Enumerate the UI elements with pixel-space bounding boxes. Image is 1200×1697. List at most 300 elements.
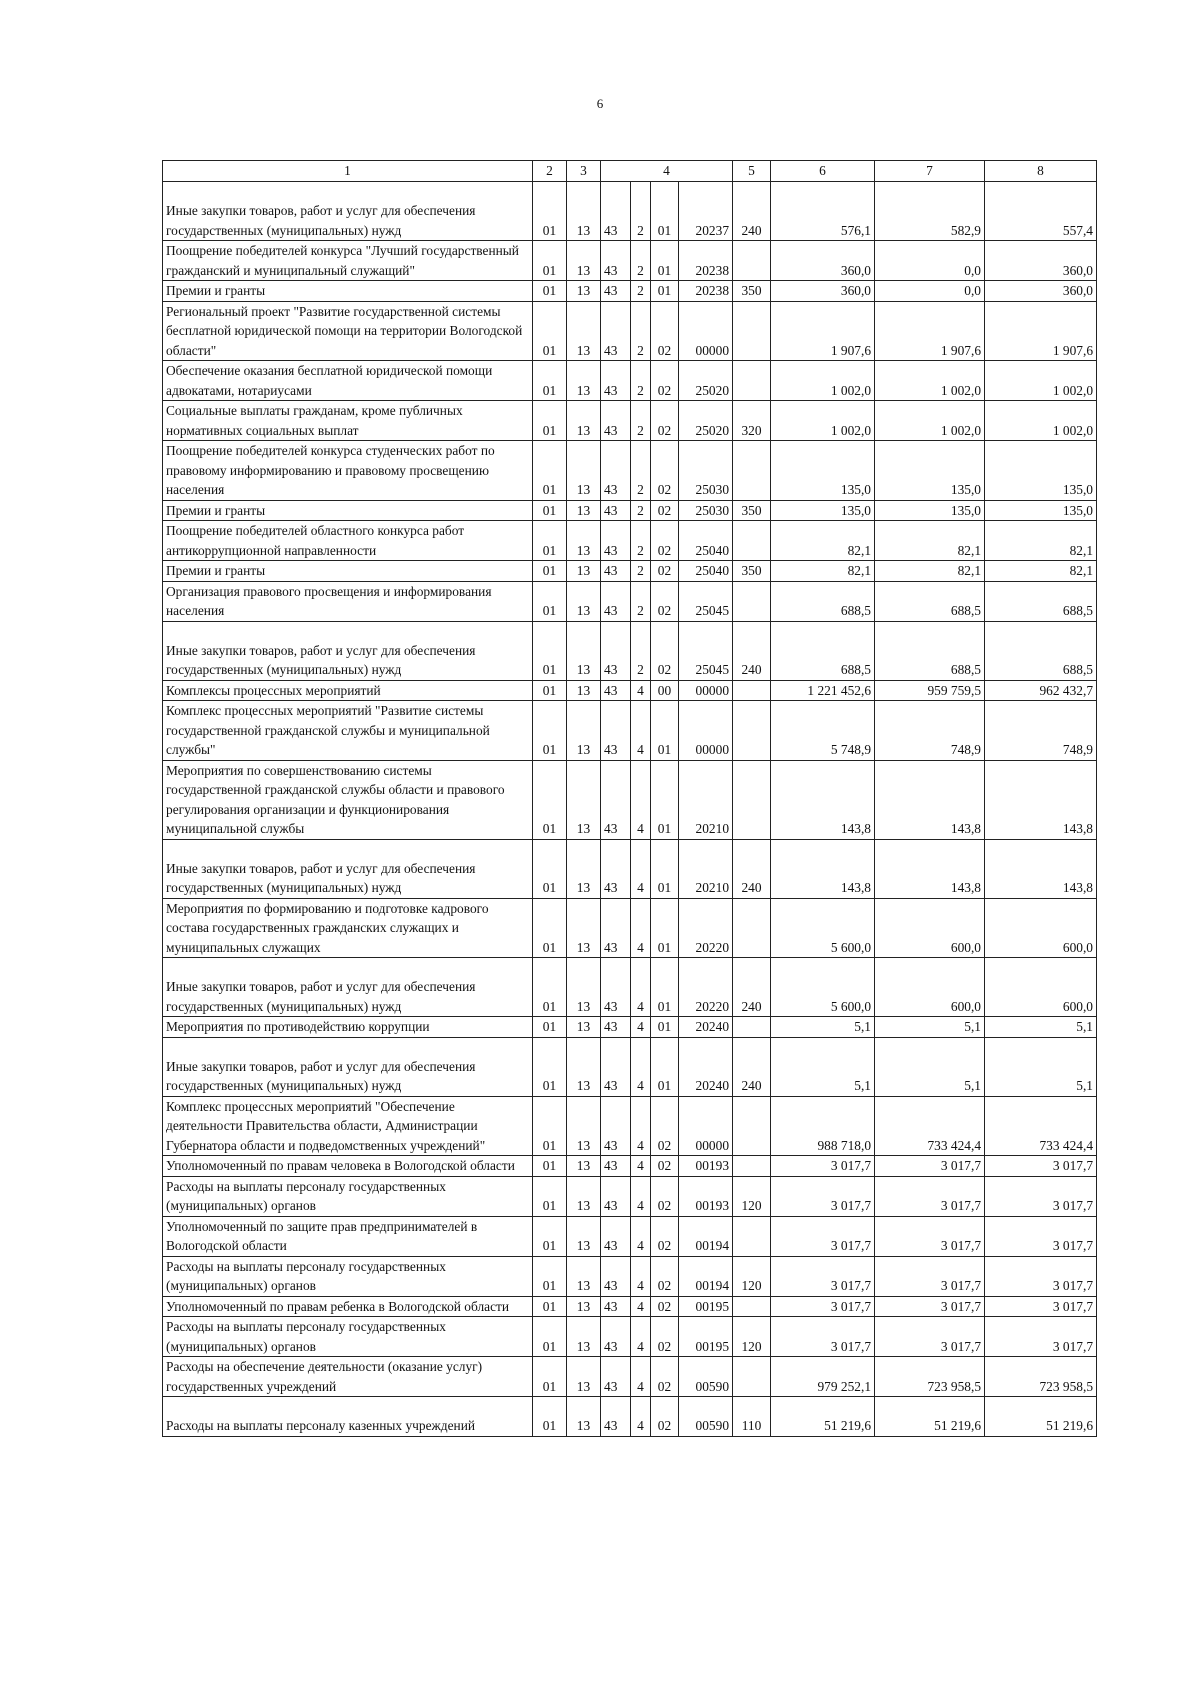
row-event-cell: 01 [651,241,679,281]
row-direction-cell: 25040 [679,521,733,561]
row-direction-cell: 00195 [679,1296,733,1317]
row-name-cell: Премии и гранты [163,281,533,302]
row-target-article-cell: 43 [601,1357,631,1397]
row-pr-cell: 13 [567,1096,601,1156]
row-amount-col7-cell: 143,8 [875,839,985,898]
row-amount-col6-cell: 988 718,0 [771,1096,875,1156]
row-amount-col8-cell: 557,4 [985,182,1097,241]
row-name-cell: Мероприятия по противодействию коррупции [163,1017,533,1038]
row-amount-col8-cell: 82,1 [985,521,1097,561]
row-name-cell: Комплекс процессных мероприятий "Развитие системы государственной гражданской службы и муниципальной службы" [163,701,533,761]
row-expense-type-cell [733,1216,771,1256]
row-subprogram-cell: 4 [631,1397,651,1437]
table-row [163,839,1097,898]
row-gr-cell: 01 [533,1176,567,1216]
row-direction-cell: 20238 [679,241,733,281]
row-amount-col6-cell: 143,8 [771,760,875,839]
table-row [163,1096,1097,1156]
row-subprogram-cell: 2 [631,401,651,441]
row-amount-col6-cell: 1 002,0 [771,401,875,441]
row-gr-cell: 01 [533,958,567,1017]
row-pr-cell: 13 [567,760,601,839]
table-row [163,241,1097,281]
row-event-cell: 02 [651,1156,679,1177]
row-amount-col6-cell: 1 002,0 [771,361,875,401]
row-name-cell: Расходы на выплаты персоналу государственных (муниципальных) органов [163,1256,533,1296]
table-row [163,1037,1097,1096]
row-subprogram-cell: 4 [631,1096,651,1156]
row-name-cell: Иные закупки товаров, работ и услуг для обеспечения государственных (муниципальных) нужд [163,1037,533,1096]
row-gr-cell: 01 [533,1357,567,1397]
row-pr-cell: 13 [567,1216,601,1256]
row-amount-col8-cell: 1 907,6 [985,301,1097,361]
row-pr-cell: 13 [567,839,601,898]
table-row [163,760,1097,839]
row-direction-cell: 25020 [679,361,733,401]
row-event-cell: 02 [651,521,679,561]
row-pr-cell: 13 [567,182,601,241]
row-target-article-cell: 43 [601,958,631,1017]
row-direction-cell: 20237 [679,182,733,241]
row-amount-col7-cell: 3 017,7 [875,1156,985,1177]
row-target-article-cell: 43 [601,621,631,680]
row-direction-cell: 00193 [679,1176,733,1216]
row-target-article-cell: 43 [601,581,631,621]
row-amount-col6-cell: 3 017,7 [771,1176,875,1216]
row-target-article-cell: 43 [601,561,631,582]
row-event-cell: 02 [651,561,679,582]
row-direction-cell: 00194 [679,1256,733,1296]
row-subprogram-cell: 4 [631,680,651,701]
row-target-article-cell: 43 [601,760,631,839]
row-event-cell: 02 [651,401,679,441]
row-expense-type-cell: 240 [733,621,771,680]
table-row [163,301,1097,361]
row-pr-cell: 13 [567,1357,601,1397]
row-subprogram-cell: 4 [631,1176,651,1216]
row-expense-type-cell [733,680,771,701]
row-direction-cell: 25045 [679,621,733,680]
row-amount-col8-cell: 5,1 [985,1037,1097,1096]
row-amount-col8-cell: 3 017,7 [985,1176,1097,1216]
row-name-cell: Премии и гранты [163,500,533,521]
row-gr-cell: 01 [533,701,567,761]
row-gr-cell: 01 [533,1216,567,1256]
row-pr-cell: 13 [567,1397,601,1437]
row-pr-cell: 13 [567,361,601,401]
row-amount-col6-cell: 143,8 [771,839,875,898]
row-amount-col7-cell: 5,1 [875,1037,985,1096]
table-row [163,1176,1097,1216]
row-pr-cell: 13 [567,441,601,501]
row-name-cell: Мероприятия по совершенствованию системы государственной гражданской службы области и правового регулирования организации и функционирования муниципальной службы [163,760,533,839]
row-pr-cell: 13 [567,621,601,680]
row-pr-cell: 13 [567,561,601,582]
row-amount-col7-cell: 3 017,7 [875,1256,985,1296]
row-amount-col8-cell: 135,0 [985,500,1097,521]
table-row [163,1317,1097,1357]
row-amount-col8-cell: 3 017,7 [985,1216,1097,1256]
row-direction-cell: 20220 [679,898,733,958]
row-target-article-cell: 43 [601,1397,631,1437]
row-subprogram-cell: 2 [631,521,651,561]
row-direction-cell: 00000 [679,1096,733,1156]
row-gr-cell: 01 [533,581,567,621]
row-amount-col6-cell: 5 748,9 [771,701,875,761]
row-amount-col8-cell: 3 017,7 [985,1156,1097,1177]
row-expense-type-cell [733,1096,771,1156]
row-event-cell: 02 [651,301,679,361]
row-expense-type-cell [733,301,771,361]
row-gr-cell: 01 [533,839,567,898]
row-expense-type-cell: 350 [733,561,771,582]
row-amount-col7-cell: 51 219,6 [875,1397,985,1437]
row-subprogram-cell: 4 [631,760,651,839]
row-subprogram-cell: 4 [631,1256,651,1296]
table-header-row [163,161,1097,182]
table-row [163,1296,1097,1317]
row-amount-col8-cell: 51 219,6 [985,1397,1097,1437]
row-name-cell: Уполномоченный по правам ребенка в Вологодской области [163,1296,533,1317]
row-amount-col6-cell: 360,0 [771,281,875,302]
row-expense-type-cell: 240 [733,839,771,898]
row-target-article-cell: 43 [601,361,631,401]
row-target-article-cell: 43 [601,839,631,898]
row-name-cell: Иные закупки товаров, работ и услуг для обеспечения государственных (муниципальных) нужд [163,621,533,680]
row-amount-col7-cell: 0,0 [875,281,985,302]
header-col-1: 1 [163,161,533,182]
row-event-cell: 00 [651,680,679,701]
row-gr-cell: 01 [533,1397,567,1437]
row-target-article-cell: 43 [601,1296,631,1317]
row-name-cell: Иные закупки товаров, работ и услуг для обеспечения государственных (муниципальных) нужд [163,839,533,898]
row-name-cell: Обеспечение оказания бесплатной юридической помощи адвокатами, нотариусами [163,361,533,401]
row-expense-type-cell: 110 [733,1397,771,1437]
row-amount-col8-cell: 748,9 [985,701,1097,761]
row-amount-col8-cell: 1 002,0 [985,361,1097,401]
row-expense-type-cell [733,701,771,761]
row-target-article-cell: 43 [601,500,631,521]
row-expense-type-cell: 320 [733,401,771,441]
row-pr-cell: 13 [567,1296,601,1317]
row-name-cell: Социальные выплаты гражданам, кроме публичных нормативных социальных выплат [163,401,533,441]
row-event-cell: 01 [651,760,679,839]
row-name-cell: Расходы на выплаты персоналу государственных (муниципальных) органов [163,1317,533,1357]
row-gr-cell: 01 [533,621,567,680]
row-subprogram-cell: 4 [631,1017,651,1038]
row-subprogram-cell: 4 [631,1156,651,1177]
row-direction-cell: 20240 [679,1017,733,1038]
row-target-article-cell: 43 [601,241,631,281]
row-subprogram-cell: 4 [631,1296,651,1317]
row-amount-col6-cell: 135,0 [771,441,875,501]
table-row [163,581,1097,621]
row-name-cell: Организация правового просвещения и информирования населения [163,581,533,621]
row-expense-type-cell [733,1357,771,1397]
header-col-8: 8 [985,161,1097,182]
row-target-article-cell: 43 [601,182,631,241]
table-row [163,361,1097,401]
table-row [163,1397,1097,1437]
row-subprogram-cell: 4 [631,898,651,958]
page-number: 6 [596,96,604,111]
row-amount-col7-cell: 135,0 [875,500,985,521]
row-amount-col8-cell: 360,0 [985,281,1097,302]
row-gr-cell: 01 [533,500,567,521]
row-pr-cell: 13 [567,680,601,701]
row-amount-col8-cell: 688,5 [985,581,1097,621]
row-expense-type-cell: 120 [733,1317,771,1357]
row-event-cell: 02 [651,441,679,501]
row-amount-col6-cell: 51 219,6 [771,1397,875,1437]
row-target-article-cell: 43 [601,301,631,361]
row-target-article-cell: 43 [601,1017,631,1038]
row-subprogram-cell: 4 [631,958,651,1017]
budget-table [162,160,1097,1437]
row-target-article-cell: 43 [601,701,631,761]
row-pr-cell: 13 [567,301,601,361]
row-amount-col6-cell: 360,0 [771,241,875,281]
row-name-cell: Расходы на выплаты персоналу казенных учреждений [163,1397,533,1437]
row-amount-col7-cell: 5,1 [875,1017,985,1038]
row-expense-type-cell [733,521,771,561]
row-amount-col7-cell: 3 017,7 [875,1317,985,1357]
row-event-cell: 02 [651,500,679,521]
header-col-2: 2 [533,161,567,182]
table-row [163,1256,1097,1296]
row-direction-cell: 00000 [679,680,733,701]
row-amount-col6-cell: 5,1 [771,1017,875,1038]
row-amount-col7-cell: 688,5 [875,621,985,680]
row-pr-cell: 13 [567,1017,601,1038]
table-row [163,701,1097,761]
row-name-cell: Региональный проект "Развитие государственной системы бесплатной юридической помощи на территории Вологодской области" [163,301,533,361]
row-amount-col6-cell: 979 252,1 [771,1357,875,1397]
row-gr-cell: 01 [533,1296,567,1317]
row-event-cell: 02 [651,1317,679,1357]
row-event-cell: 02 [651,1397,679,1437]
row-pr-cell: 13 [567,281,601,302]
row-subprogram-cell: 2 [631,581,651,621]
row-event-cell: 01 [651,1037,679,1096]
row-pr-cell: 13 [567,1156,601,1177]
row-expense-type-cell [733,760,771,839]
row-amount-col7-cell: 3 017,7 [875,1296,985,1317]
row-name-cell: Уполномоченный по защите прав предпринимателей в Вологодской области [163,1216,533,1256]
row-expense-type-cell [733,441,771,501]
row-amount-col6-cell: 3 017,7 [771,1216,875,1256]
row-pr-cell: 13 [567,1256,601,1296]
row-pr-cell: 13 [567,1176,601,1216]
row-amount-col6-cell: 82,1 [771,561,875,582]
row-direction-cell: 20210 [679,839,733,898]
row-subprogram-cell: 2 [631,500,651,521]
row-subprogram-cell: 2 [631,182,651,241]
row-event-cell: 02 [651,361,679,401]
row-target-article-cell: 43 [601,1156,631,1177]
row-gr-cell: 01 [533,1317,567,1357]
row-pr-cell: 13 [567,500,601,521]
row-amount-col7-cell: 1 907,6 [875,301,985,361]
table-row [163,561,1097,582]
row-amount-col6-cell: 1 907,6 [771,301,875,361]
row-amount-col7-cell: 0,0 [875,241,985,281]
row-direction-cell: 00000 [679,701,733,761]
row-amount-col8-cell: 3 017,7 [985,1256,1097,1296]
row-target-article-cell: 43 [601,898,631,958]
row-amount-col7-cell: 82,1 [875,521,985,561]
row-name-cell: Поощрение победителей конкурса студенческих работ по правовому информированию и правовому просвещению населения [163,441,533,501]
row-direction-cell: 20240 [679,1037,733,1096]
row-name-cell: Расходы на выплаты персоналу государственных (муниципальных) органов [163,1176,533,1216]
row-direction-cell: 25045 [679,581,733,621]
row-amount-col8-cell: 723 958,5 [985,1357,1097,1397]
row-subprogram-cell: 4 [631,1037,651,1096]
row-amount-col6-cell: 5 600,0 [771,958,875,1017]
row-direction-cell: 00195 [679,1317,733,1357]
row-amount-col8-cell: 143,8 [985,839,1097,898]
table-row [163,1216,1097,1256]
row-direction-cell: 20220 [679,958,733,1017]
row-name-cell: Иные закупки товаров, работ и услуг для обеспечения государственных (муниципальных) нужд [163,182,533,241]
table-row [163,680,1097,701]
row-target-article-cell: 43 [601,1256,631,1296]
row-target-article-cell: 43 [601,1096,631,1156]
row-direction-cell: 25030 [679,500,733,521]
row-amount-col7-cell: 748,9 [875,701,985,761]
row-target-article-cell: 43 [601,1176,631,1216]
row-event-cell: 02 [651,621,679,680]
row-expense-type-cell [733,1017,771,1038]
row-amount-col7-cell: 82,1 [875,561,985,582]
row-gr-cell: 01 [533,1256,567,1296]
row-amount-col8-cell: 3 017,7 [985,1317,1097,1357]
row-event-cell: 01 [651,898,679,958]
row-direction-cell: 00590 [679,1397,733,1437]
row-gr-cell: 01 [533,760,567,839]
row-gr-cell: 01 [533,361,567,401]
row-expense-type-cell [733,361,771,401]
row-amount-col8-cell: 688,5 [985,621,1097,680]
table-row [163,182,1097,241]
row-direction-cell: 00194 [679,1216,733,1256]
row-event-cell: 01 [651,839,679,898]
row-amount-col7-cell: 1 002,0 [875,401,985,441]
header-col-3: 3 [567,161,601,182]
row-gr-cell: 01 [533,1017,567,1038]
table-row [163,621,1097,680]
row-expense-type-cell: 350 [733,500,771,521]
row-gr-cell: 01 [533,441,567,501]
row-expense-type-cell [733,1296,771,1317]
row-subprogram-cell: 4 [631,701,651,761]
table-row [163,898,1097,958]
row-amount-col8-cell: 135,0 [985,441,1097,501]
row-event-cell: 02 [651,1176,679,1216]
table-row [163,521,1097,561]
row-amount-col7-cell: 688,5 [875,581,985,621]
row-direction-cell: 00590 [679,1357,733,1397]
row-amount-col6-cell: 82,1 [771,521,875,561]
row-gr-cell: 01 [533,898,567,958]
row-amount-col7-cell: 582,9 [875,182,985,241]
row-event-cell: 01 [651,958,679,1017]
row-amount-col7-cell: 135,0 [875,441,985,501]
row-amount-col8-cell: 3 017,7 [985,1296,1097,1317]
row-amount-col6-cell: 3 017,7 [771,1156,875,1177]
row-amount-col6-cell: 3 017,7 [771,1256,875,1296]
row-amount-col8-cell: 733 424,4 [985,1096,1097,1156]
row-amount-col7-cell: 723 958,5 [875,1357,985,1397]
row-target-article-cell: 43 [601,401,631,441]
row-name-cell: Поощрение победителей конкурса "Лучший государственный гражданский и муниципальный служащий" [163,241,533,281]
row-gr-cell: 01 [533,401,567,441]
row-gr-cell: 01 [533,1096,567,1156]
row-gr-cell: 01 [533,1156,567,1177]
row-subprogram-cell: 4 [631,1216,651,1256]
row-gr-cell: 01 [533,521,567,561]
row-amount-col6-cell: 3 017,7 [771,1296,875,1317]
row-pr-cell: 13 [567,701,601,761]
table-body [163,182,1097,1437]
row-pr-cell: 13 [567,401,601,441]
row-event-cell: 02 [651,581,679,621]
table-row [163,441,1097,501]
row-event-cell: 02 [651,1096,679,1156]
row-amount-col8-cell: 360,0 [985,241,1097,281]
row-gr-cell: 01 [533,561,567,582]
row-gr-cell: 01 [533,241,567,281]
row-expense-type-cell: 240 [733,182,771,241]
row-direction-cell: 00193 [679,1156,733,1177]
row-amount-col7-cell: 1 002,0 [875,361,985,401]
row-direction-cell: 20238 [679,281,733,302]
row-amount-col6-cell: 5 600,0 [771,898,875,958]
table-row [163,958,1097,1017]
row-name-cell: Комплекс процессных мероприятий "Обеспечение деятельности Правительства области, Администрации Губернатора области и подведомственных учреждений" [163,1096,533,1156]
row-amount-col8-cell: 82,1 [985,561,1097,582]
row-target-article-cell: 43 [601,680,631,701]
row-target-article-cell: 43 [601,1317,631,1357]
row-event-cell: 01 [651,701,679,761]
row-gr-cell: 01 [533,301,567,361]
row-gr-cell: 01 [533,182,567,241]
row-gr-cell: 01 [533,680,567,701]
row-amount-col6-cell: 135,0 [771,500,875,521]
row-event-cell: 02 [651,1357,679,1397]
header-col-4: 4 [601,161,733,182]
row-subprogram-cell: 4 [631,1317,651,1357]
row-event-cell: 01 [651,182,679,241]
row-amount-col6-cell: 688,5 [771,621,875,680]
row-amount-col8-cell: 1 002,0 [985,401,1097,441]
row-subprogram-cell: 2 [631,301,651,361]
row-target-article-cell: 43 [601,441,631,501]
table-row [163,1156,1097,1177]
row-gr-cell: 01 [533,281,567,302]
row-direction-cell: 25030 [679,441,733,501]
row-target-article-cell: 43 [601,521,631,561]
row-gr-cell: 01 [533,1037,567,1096]
header-col-6: 6 [771,161,875,182]
row-name-cell: Расходы на обеспечение деятельности (оказание услуг) государственных учреждений [163,1357,533,1397]
table-row [163,1357,1097,1397]
row-amount-col6-cell: 5,1 [771,1037,875,1096]
row-amount-col7-cell: 143,8 [875,760,985,839]
row-subprogram-cell: 2 [631,621,651,680]
table-row [163,281,1097,302]
row-pr-cell: 13 [567,898,601,958]
